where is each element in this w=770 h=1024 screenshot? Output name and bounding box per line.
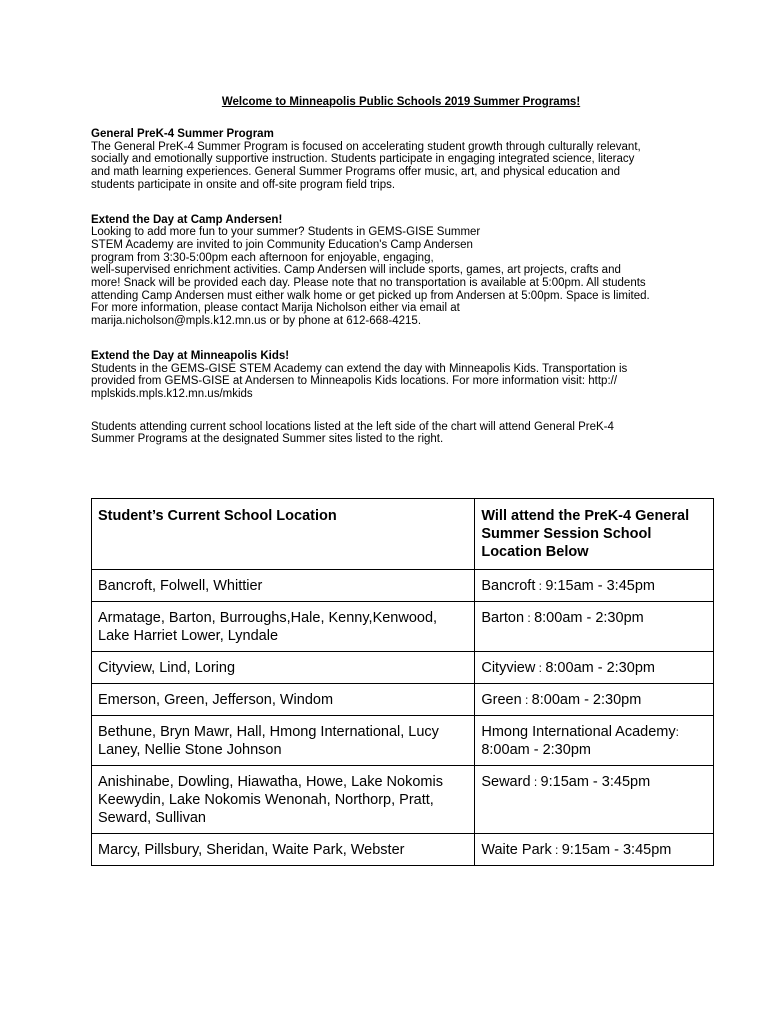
section-chart-intro bbox=[91, 421, 711, 446]
section-general-prek4 bbox=[91, 128, 711, 192]
summer-site-time: 8:00am - 2:30pm bbox=[531, 692, 642, 708]
paragraph-line: Summer Programs at the designated Summer sites listed to the right. bbox=[91, 433, 444, 446]
current-schools-cell: Emerson, Green, Jefferson, Windom bbox=[92, 684, 475, 716]
summer-site-name: Seward bbox=[481, 774, 531, 790]
summer-site-time: 8:00am - 2:30pm bbox=[545, 660, 655, 676]
paragraph-line: Looking to add more fun to your summer? Students in GEMS-GISE Summer bbox=[91, 226, 481, 239]
paragraph-line: students participate in onsite and off-site program field trips. bbox=[91, 178, 396, 191]
summer-site-name: Waite Park bbox=[481, 842, 552, 858]
paragraph-line: STEM Academy are invited to join Community Education's Camp Andersen bbox=[91, 238, 473, 251]
summer-site-time: 9:15am - 3:45pm bbox=[561, 842, 672, 858]
section-heading: General PreK-4 Summer Program bbox=[91, 128, 274, 140]
table-row bbox=[92, 834, 714, 866]
summer-site-name: Green bbox=[481, 692, 522, 708]
paragraph-line: well-supervised enrichment activities. Camp Andersen will include sports, games, art projects, crafts and bbox=[91, 264, 621, 277]
summer-site-time: 8:00am - 2:30pm bbox=[534, 610, 644, 626]
paragraph-line: marija.nicholson@mpls.k12.mn.us or by phone at 612-668-4215. bbox=[91, 315, 422, 328]
section-heading: Extend the Day at Camp Andersen! bbox=[91, 213, 283, 226]
section-paragraph bbox=[91, 141, 711, 192]
section-paragraph bbox=[91, 226, 711, 328]
summer-site-cell: Bancroft : 9:15am - 3:45pm bbox=[475, 570, 714, 602]
header-summer-location: Will attend the PreK-4 General Summer Session School Location Below bbox=[475, 499, 714, 570]
header-current-location: Student’s Current School Location bbox=[92, 499, 475, 570]
table-row bbox=[92, 684, 714, 716]
summer-site-name: Cityview bbox=[481, 660, 536, 676]
table-row bbox=[92, 652, 714, 684]
summer-site-name: Hmong International Academy bbox=[481, 724, 676, 740]
table-row bbox=[92, 766, 714, 834]
current-schools-cell: Cityview, Lind, Loring bbox=[92, 652, 475, 684]
section-paragraph bbox=[91, 421, 711, 446]
summer-site-name: Barton bbox=[481, 610, 525, 626]
summer-site-time: 8:00am - 2:30pm bbox=[481, 742, 591, 758]
summer-site-cell: Cityview : 8:00am - 2:30pm bbox=[475, 652, 714, 684]
current-schools-cell: Marcy, Pillsbury, Sheridan, Waite Park, Webster bbox=[92, 834, 475, 866]
summer-site-cell: Green : 8:00am - 2:30pm bbox=[475, 684, 714, 716]
section-camp-andersen bbox=[91, 214, 711, 328]
paragraph-line: mplskids.mpls.k12.mn.us/mkids bbox=[91, 387, 253, 400]
section-paragraph bbox=[91, 363, 711, 401]
paragraph-line: Students attending current school locations listed at the left side of the chart will attend General PreK-4 bbox=[91, 420, 614, 433]
current-schools-cell: Bethune, Bryn Mawr, Hall, Hmong International, Lucy Laney, Nellie Stone Johnson bbox=[92, 716, 475, 766]
paragraph-line: attending Camp Andersen must either walk home or get picked up from Andersen at 5:00pm. Space is limited. bbox=[91, 289, 650, 302]
paragraph-line: and math learning experiences. General Summer Programs offer music, art, and physical education and bbox=[91, 166, 621, 179]
table-row bbox=[92, 716, 714, 766]
school-location-table bbox=[91, 498, 714, 866]
summer-site-cell: Seward : 9:15am - 3:45pm bbox=[475, 766, 714, 834]
paragraph-line: The General PreK-4 Summer Program is focused on accelerating student growth through culturally relevant, bbox=[91, 140, 641, 153]
table-row bbox=[92, 602, 714, 652]
paragraph-line: more! Snack will be provided each day. Please note that no transportation is available at 5:00pm. All students bbox=[91, 277, 646, 290]
section-heading: Extend the Day at Minneapolis Kids! bbox=[91, 349, 290, 362]
section-minneapolis-kids bbox=[91, 350, 711, 401]
table-header-row bbox=[92, 499, 714, 570]
current-schools-cell: Anishinabe, Dowling, Hiawatha, Howe, Lake Nokomis Keewydin, Lake Nokomis Wenonah, Northorp, Pratt, Seward, Sullivan bbox=[92, 766, 475, 834]
paragraph-line: provided from GEMS-GISE at Andersen to Minneapolis Kids locations. For more information visit: http:// bbox=[91, 375, 618, 388]
paragraph-line: program from 3:30-5:00pm each afternoon for enjoyable, engaging, bbox=[91, 251, 434, 264]
paragraph-line: Students in the GEMS-GISE STEM Academy can extend the day with Minneapolis Kids. Transportation is bbox=[91, 362, 628, 375]
current-schools-cell: Armatage, Barton, Burroughs,Hale, Kenny,Kenwood, Lake Harriet Lower, Lyndale bbox=[92, 602, 475, 652]
summer-site-time: 9:15am - 3:45pm bbox=[540, 774, 651, 790]
current-schools-cell: Bancroft, Folwell, Whittier bbox=[92, 570, 475, 602]
document-body bbox=[91, 95, 711, 446]
summer-site-time: 9:15am - 3:45pm bbox=[545, 578, 655, 594]
summer-site-cell: Hmong International Academy: 8:00am - 2:30pm bbox=[475, 716, 714, 766]
summer-site-cell: Barton : 8:00am - 2:30pm bbox=[475, 602, 714, 652]
summer-site-cell: Waite Park : 9:15am - 3:45pm bbox=[475, 834, 714, 866]
table-row bbox=[92, 570, 714, 602]
paragraph-line: socially and emotionally supportive instruction. Students participate in engaging integrated science, literacy bbox=[91, 153, 635, 166]
summer-site-name: Bancroft bbox=[481, 578, 536, 594]
page-title: Welcome to Minneapolis Public Schools 2019 Summer Programs! bbox=[221, 96, 581, 108]
paragraph-line: For more information, please contact Marija Nicholson either via email at bbox=[91, 302, 460, 315]
